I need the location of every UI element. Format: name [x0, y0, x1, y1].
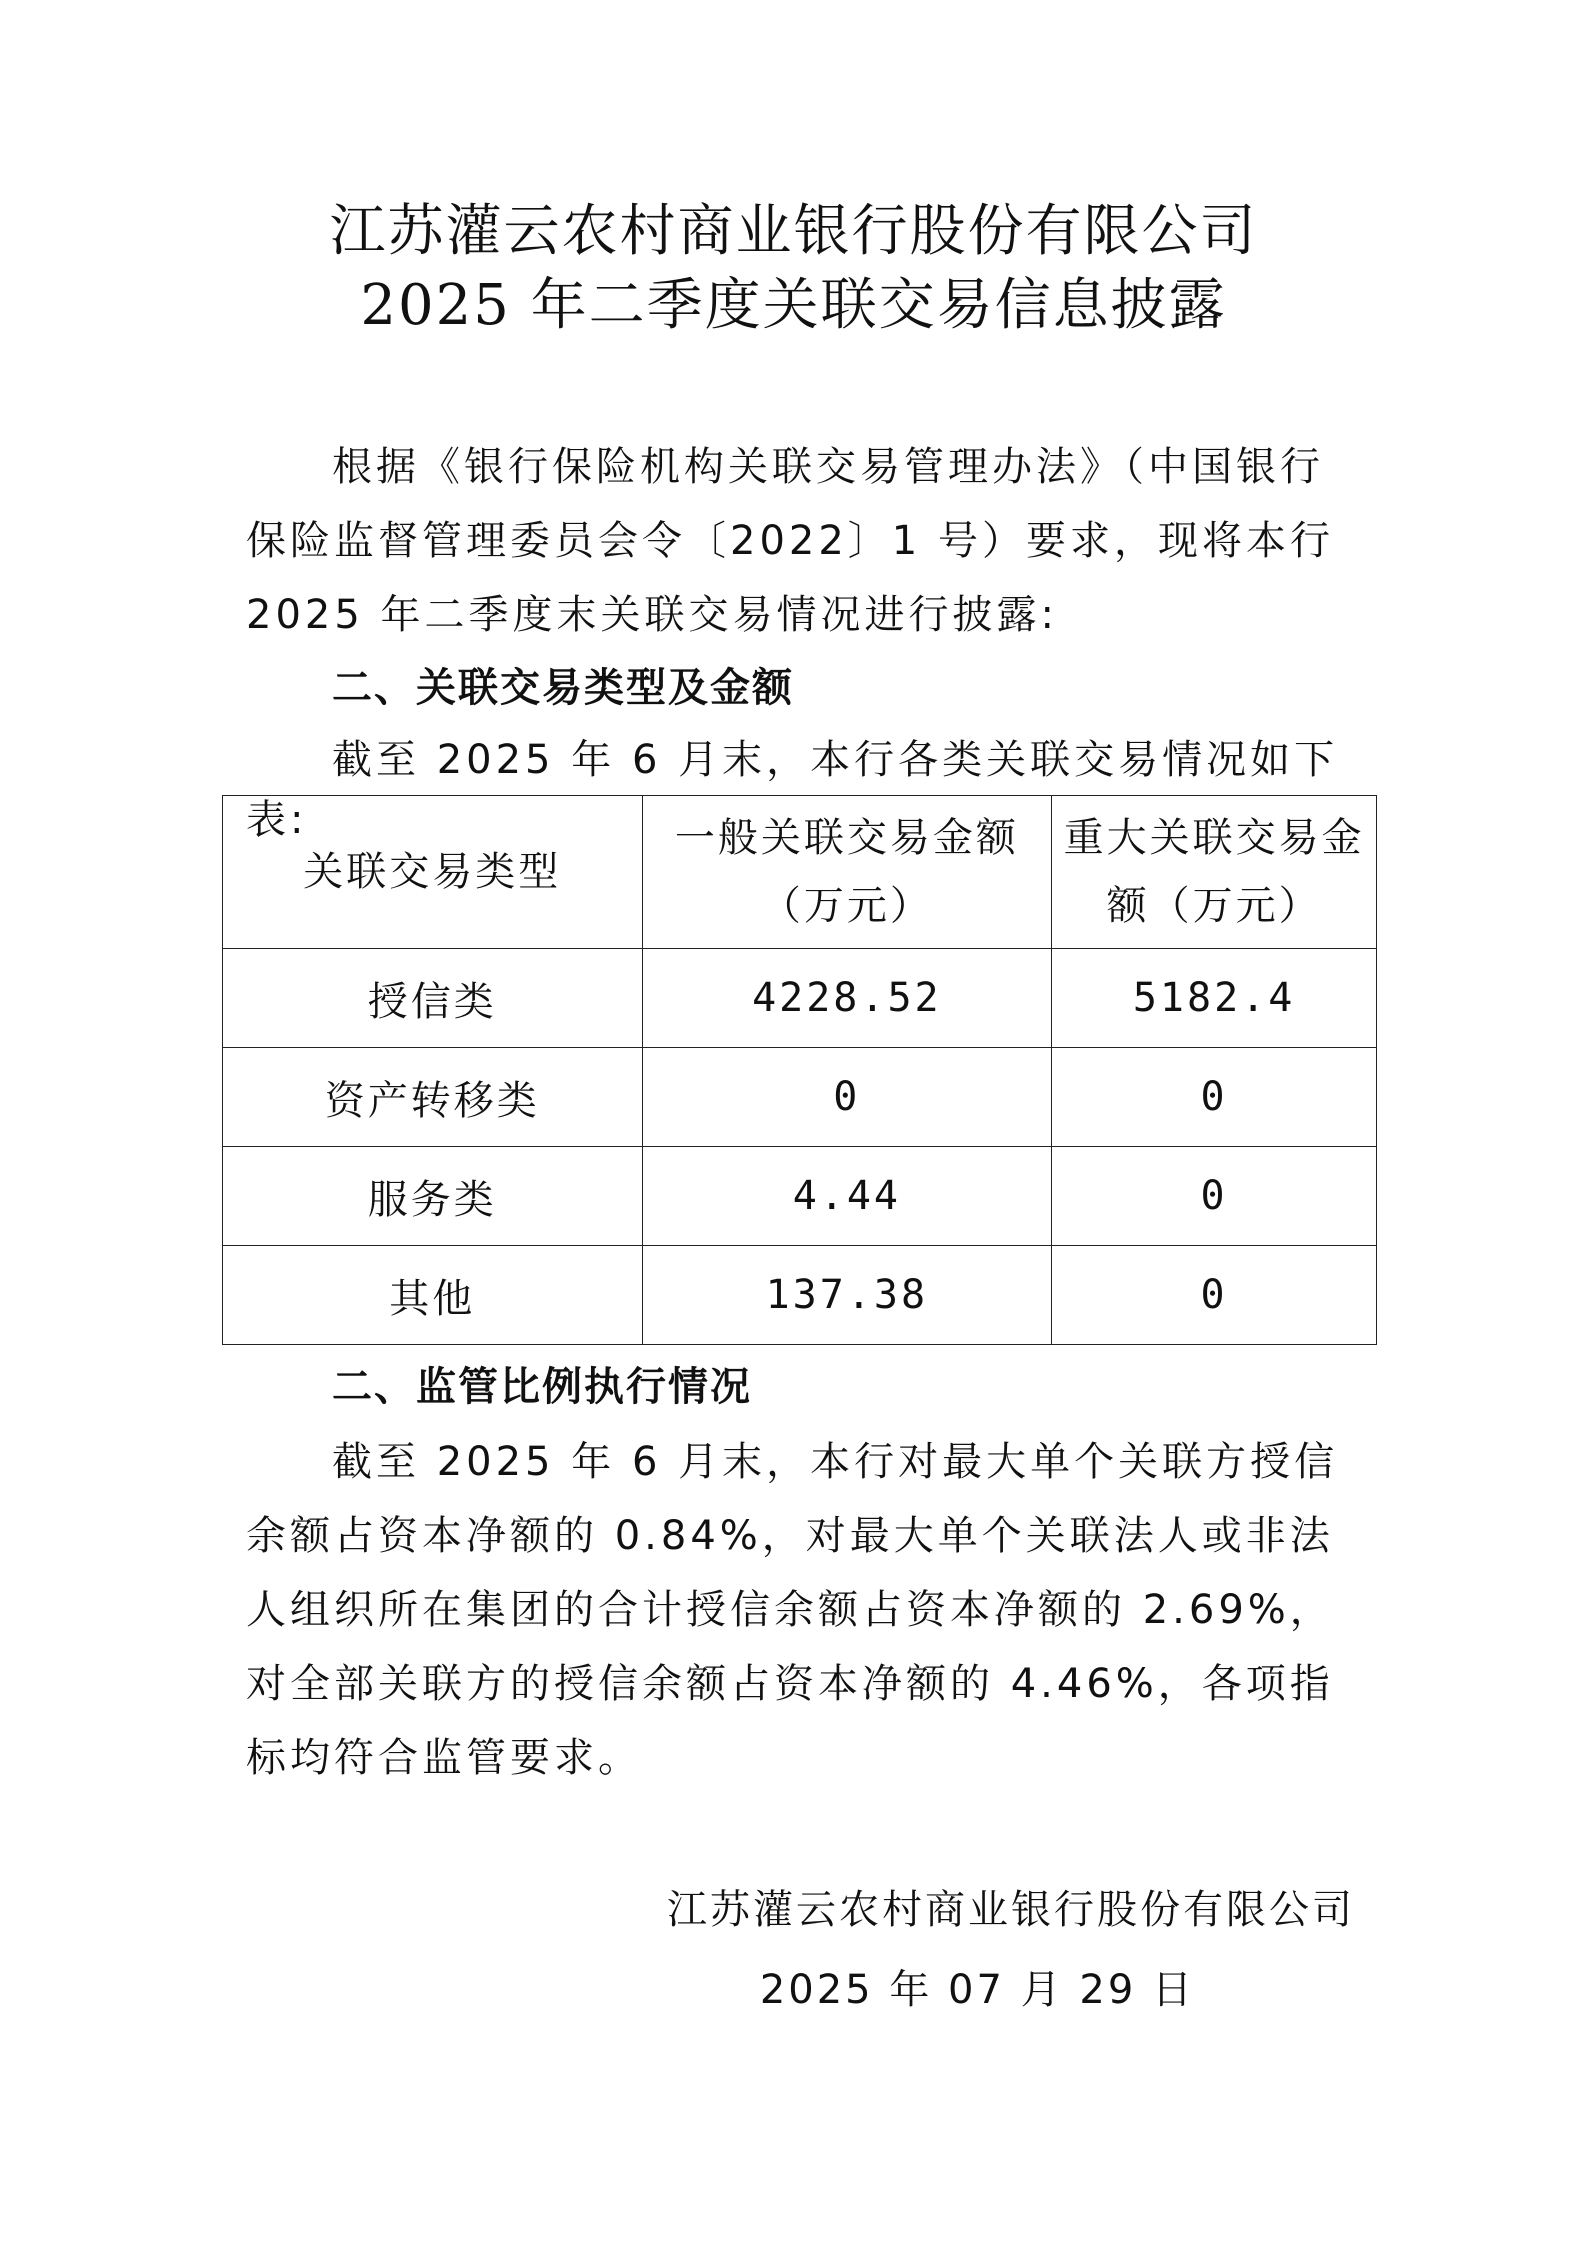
- table-row: [223, 1246, 1377, 1345]
- cell-major: 5182.4: [1052, 949, 1377, 1048]
- cell-general: 0: [642, 1048, 1052, 1147]
- cell-type: 服务类: [223, 1147, 643, 1246]
- cell-type: 授信类: [223, 949, 643, 1048]
- table-row: [223, 1048, 1377, 1147]
- section1-heading: 二、关联交易类型及金额: [332, 665, 794, 711]
- table-header-row: [223, 796, 1377, 949]
- section2-body: 截至 2025 年 6 月末，本行对最大单个关联方授信余额占资本净额的 0.84%，对最大单个关联法人或非法人组织所在集团的合计授信余额占资本净额的 2.69%，对全部关联方的授信余额占资本净额的 4.46%，各项指标均符合监管要求。: [246, 1439, 1339, 1781]
- intro-paragraph: 根据《银行保险机构关联交易管理办法》（中国银行保险监督管理委员会令〔2022〕1 号）要求，现将本行 2025 年二季度末关联交易情况进行披露:: [246, 444, 1334, 638]
- document-title-line2: 2025 年二季度关联交易信息披露: [360, 273, 1227, 338]
- cell-major: 0: [1052, 1147, 1377, 1246]
- table-row: [223, 1147, 1377, 1246]
- cell-general: 4228.52: [642, 949, 1052, 1048]
- cell-type: 其他: [223, 1246, 643, 1345]
- cell-type: 资产转移类: [223, 1048, 643, 1147]
- section2-heading: 二、监管比例执行情况: [332, 1364, 752, 1410]
- cell-general: 4.44: [642, 1147, 1052, 1246]
- header-type: 关联交易类型: [223, 796, 643, 949]
- section1-lead: 截至 2025 年 6 月末，本行各类关联交易情况如下表:: [246, 737, 1339, 843]
- document-title-line1: 江苏灌云农村商业银行股份有限公司: [329, 199, 1258, 264]
- cell-major: 0: [1052, 1048, 1377, 1147]
- signature-organization: 江苏灌云农村商业银行股份有限公司: [667, 1887, 1355, 1933]
- header-general-amount: 一般关联交易金额（万元）: [642, 796, 1052, 949]
- cell-major: 0: [1052, 1246, 1377, 1345]
- signature-date: 2025 年 07 月 29 日: [759, 1967, 1195, 2013]
- table-row: [223, 949, 1377, 1048]
- cell-general: 137.38: [642, 1246, 1052, 1345]
- related-transactions-table: [222, 795, 1377, 1345]
- header-major-amount: 重大关联交易金额（万元）: [1052, 796, 1377, 949]
